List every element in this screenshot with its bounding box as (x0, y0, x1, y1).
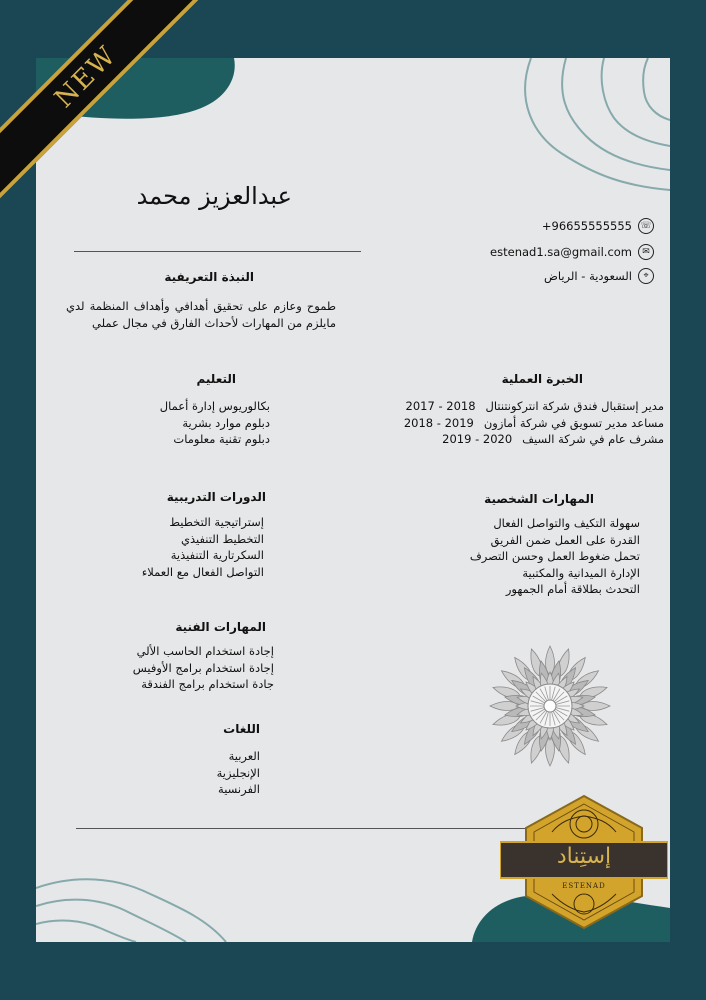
location-pin-icon: ⌖ (638, 268, 654, 284)
experience-item (406, 398, 664, 415)
contact-location: السعودية - الرياض (543, 269, 632, 283)
experience-dates: 2019 - 2020 (442, 432, 513, 446)
experience-title: مساعد مدير تسويق في شركة أمازون (483, 415, 664, 430)
contact-phone: +96655555555 (541, 219, 632, 233)
languages-heading: اللغات (223, 722, 260, 736)
tech-skill-item: جادة استخدام برامج الفندقة (141, 677, 274, 691)
courses-heading: الدورات التدريبية (166, 490, 266, 504)
personal-skills-heading: المهارات الشخصية (484, 492, 594, 506)
experience-list (404, 398, 664, 448)
logo-arabic-text: إستِناد (556, 843, 612, 869)
language-item: الإنجليزية (216, 765, 260, 780)
contact-email: estenad1.sa@gmail.com (490, 245, 632, 259)
phone-icon: ☏ (638, 218, 654, 234)
education-item: بكالوريوس إدارة أعمال (159, 399, 270, 413)
experience-heading: الخبرة العملية (501, 372, 583, 386)
name-divider (74, 251, 361, 252)
contact-phone-row (542, 216, 654, 236)
new-ribbon-label: NEW (49, 40, 123, 114)
course-item: التواصل الفعال مع العملاء (141, 564, 264, 579)
candidate-name: عبدالعزيز محمد (136, 182, 292, 210)
about-heading: النبذة التعريفية (164, 270, 254, 284)
personal-skills-list (470, 515, 640, 598)
education-item: دبلوم موارد بشرية (182, 415, 270, 430)
personal-skill-item: القدرة على العمل ضمن الفريق (490, 532, 640, 547)
about-text: طموح وعازم على تحقيق أهدافي وأهداف المنظمة لدي مايلزم من المهارات لأحداث الفارق في مجال عملي (66, 299, 336, 330)
experience-dates: 2017 - 2018 (405, 399, 476, 413)
experience-item (404, 415, 664, 432)
course-item: التخطيط التنفيذي (180, 531, 264, 546)
personal-skill-item: سهولة التكيف والتواصل الفعال (493, 516, 640, 530)
logo-latin-text: ESTENAD (562, 882, 606, 890)
education-heading: التعليم (196, 372, 236, 386)
course-item: إستراتيجية التخطيط (169, 515, 264, 529)
personal-skill-item: الإدارة الميدانية والمكتبية (522, 565, 640, 580)
education-item: دبلوم تقنية معلومات (173, 432, 270, 446)
tech-skill-item: إجادة استخدام برامج الأوفيس (132, 660, 274, 675)
experience-dates: 2018 - 2019 (403, 415, 474, 430)
language-item: الفرنسية (218, 782, 260, 796)
mandala-ornament (486, 642, 614, 770)
top-right-contours (486, 58, 670, 198)
courses-list (142, 514, 264, 580)
course-item: السكرتارية التنفيذية (170, 548, 264, 562)
estenad-logo (500, 794, 668, 930)
tech-skills-heading: المهارات الفنية (175, 620, 266, 634)
experience-item (442, 431, 664, 448)
experience-title: مدير إستقبال فندق شركة انتركونتنتال (485, 399, 664, 413)
contact-location-row (544, 266, 654, 286)
email-icon: ✉ (638, 244, 654, 260)
language-item: العربية (228, 749, 260, 763)
bottom-left-contours (36, 870, 236, 942)
personal-skill-item: تحمل ضغوط العمل وحسن التصرف (469, 549, 640, 563)
tech-skills-list (133, 643, 274, 693)
contact-email-row (490, 242, 654, 262)
languages-list (217, 748, 260, 798)
experience-title: مشرف عام في شركة السيف (522, 432, 664, 446)
personal-skill-item: التحدث بطلاقة أمام الجمهور (505, 582, 640, 596)
education-list (160, 398, 270, 448)
tech-skill-item: إجادة استخدام الحاسب الألي (136, 644, 274, 658)
resume-page (36, 58, 670, 942)
footer-divider (76, 828, 526, 829)
